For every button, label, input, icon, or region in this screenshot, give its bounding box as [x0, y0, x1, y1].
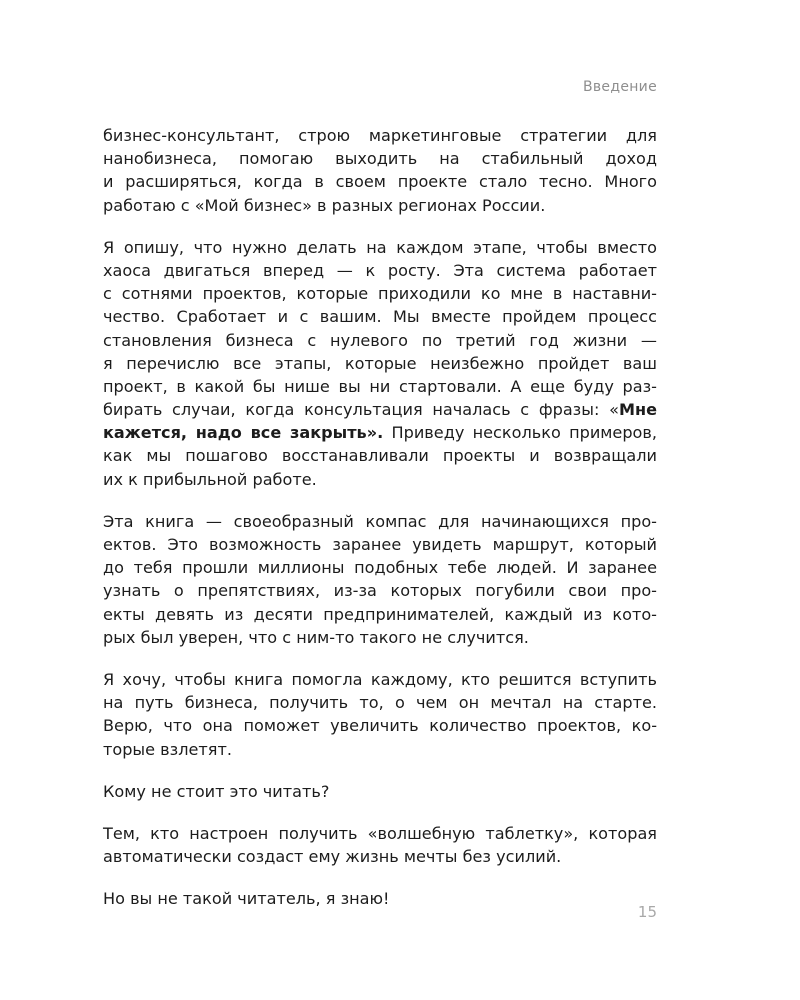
text-line: екты девять из десяти предпринимателей, каждый из кото-: [103, 604, 657, 624]
text-line-with-bold: [103, 398, 657, 421]
text-line: их к прибыльной работе.: [103, 469, 317, 489]
text-line: хаоса двигаться вперед — к росту. Эта система работает: [103, 260, 657, 280]
text-line: торые взлетят.: [103, 739, 232, 759]
paragraph-1: [103, 124, 657, 217]
bold-quote-start: Мне: [618, 400, 657, 420]
text-line: я перечислю все этапы, которые неизбежно пройдет ваш: [103, 353, 657, 373]
text-line: на путь бизнеса, получить то, о чем он мечтал на старте.: [103, 693, 657, 713]
text-line: и расширяться, когда в своем проекте стало тесно. Много: [103, 172, 657, 192]
text-line: рых был уверен, что с ним-то такого не случится.: [103, 627, 529, 647]
text-segment: бирать случаи, когда консультация началась с фразы: «: [103, 400, 619, 420]
body-text: [103, 124, 657, 929]
text-line: Тем, кто настроен получить «волшебную таблетку», которая: [103, 823, 657, 843]
bold-quote-end: кажется, надо все закрыть».: [103, 423, 384, 443]
text-line: узнать о препятствиях, из-за которых погубили свои про-: [103, 581, 657, 601]
text-segment: Приведу несколько примеров,: [383, 423, 658, 443]
paragraph-3: [103, 510, 657, 649]
paragraph-4: [103, 668, 657, 761]
text-line: автоматически создаст ему жизнь мечты без усилий.: [103, 847, 562, 867]
text-line: Кому не стоит это читать?: [103, 781, 330, 801]
text-line: как мы пошагово восстанавливали проекты и возвращали: [103, 446, 657, 466]
text-line: Эта книга — своеобразный компас для начинающихся про-: [103, 511, 657, 531]
text-line: ектов. Это возможность заранее увидеть маршрут, который: [103, 535, 657, 554]
text-line: Я опишу, что нужно делать на каждом этапе, чтобы вместо: [103, 237, 657, 257]
text-line: бизнес-консультант, строю маркетинговые стратегии для: [103, 126, 657, 145]
text-line: работаю с «Мой бизнес» в разных регионах России.: [103, 195, 546, 215]
paragraph-7: [103, 887, 657, 910]
text-line: Верю, что она поможет увеличить количество проектов, ко-: [103, 716, 657, 736]
page-number: 15: [637, 903, 657, 921]
text-line-with-bold: [103, 421, 657, 444]
paragraph-6: [103, 822, 657, 868]
text-line: Я хочу, чтобы книга помогла каждому, кто решится вступить: [103, 669, 657, 689]
paragraph-2: [103, 236, 657, 491]
text-line: нанобизнеса, помогаю выходить на стабильный доход: [103, 149, 657, 169]
text-line: с сотнями проектов, которые приходили ко мне в наставни-: [103, 284, 657, 304]
text-line: чество. Сработает и с вашим. Мы вместе пройдем процесс: [103, 307, 657, 327]
text-line: Но вы не такой читатель, я знаю!: [103, 889, 390, 909]
text-line: проект, в какой бы нише вы ни стартовали. А еще буду раз-: [103, 376, 657, 396]
running-header: Введение: [582, 79, 657, 95]
text-line: становления бизнеса с нулевого по третий год жизни —: [103, 330, 657, 350]
text-line: до тебя прошли миллионы подобных тебе людей. И заранее: [103, 558, 657, 578]
paragraph-5: [103, 780, 657, 803]
